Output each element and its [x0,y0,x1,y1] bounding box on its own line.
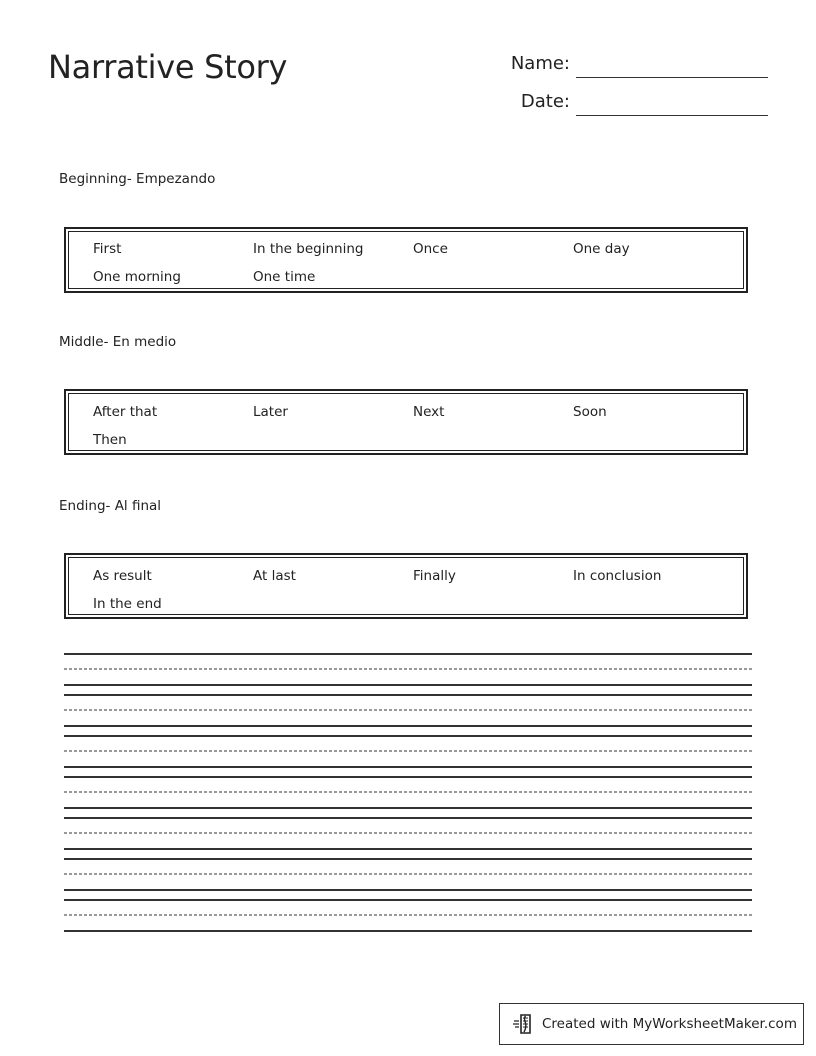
word-item: In the beginning [253,241,364,257]
name-label: Name: [510,53,570,74]
word-item: In conclusion [573,568,662,584]
word-item: One time [253,269,316,285]
date-label: Date: [520,91,570,112]
handwriting-lines[interactable] [64,653,752,933]
footer-badge [499,1003,804,1045]
word-item: As result [93,568,152,584]
worksheet-maker-logo-icon [512,1012,536,1036]
word-item: After that [93,404,158,420]
word-box-beginning [64,227,748,293]
date-field[interactable] [506,88,768,118]
word-box-ending [64,553,748,619]
word-item: Once [413,241,448,257]
word-item: Later [253,404,288,420]
word-item: One morning [93,269,181,285]
section-label-ending: Ending- Al final [59,498,162,514]
word-item: Finally [413,568,456,584]
section-label-middle: Middle- En medio [59,334,177,350]
word-item: Then [93,432,127,448]
word-item: At last [253,568,296,584]
footer-credit: Created with MyWorksheetMaker.com [542,1016,797,1032]
name-line[interactable] [576,77,768,78]
name-field[interactable] [506,50,768,80]
word-item: One day [573,241,630,257]
page-title: Narrative Story [48,48,288,86]
word-item: First [93,241,122,257]
word-item: Next [413,404,445,420]
word-item: In the end [93,596,162,612]
word-box-middle [64,389,748,455]
section-label-beginning: Beginning- Empezando [59,171,216,187]
word-item: Soon [573,404,607,420]
date-line[interactable] [576,115,768,116]
